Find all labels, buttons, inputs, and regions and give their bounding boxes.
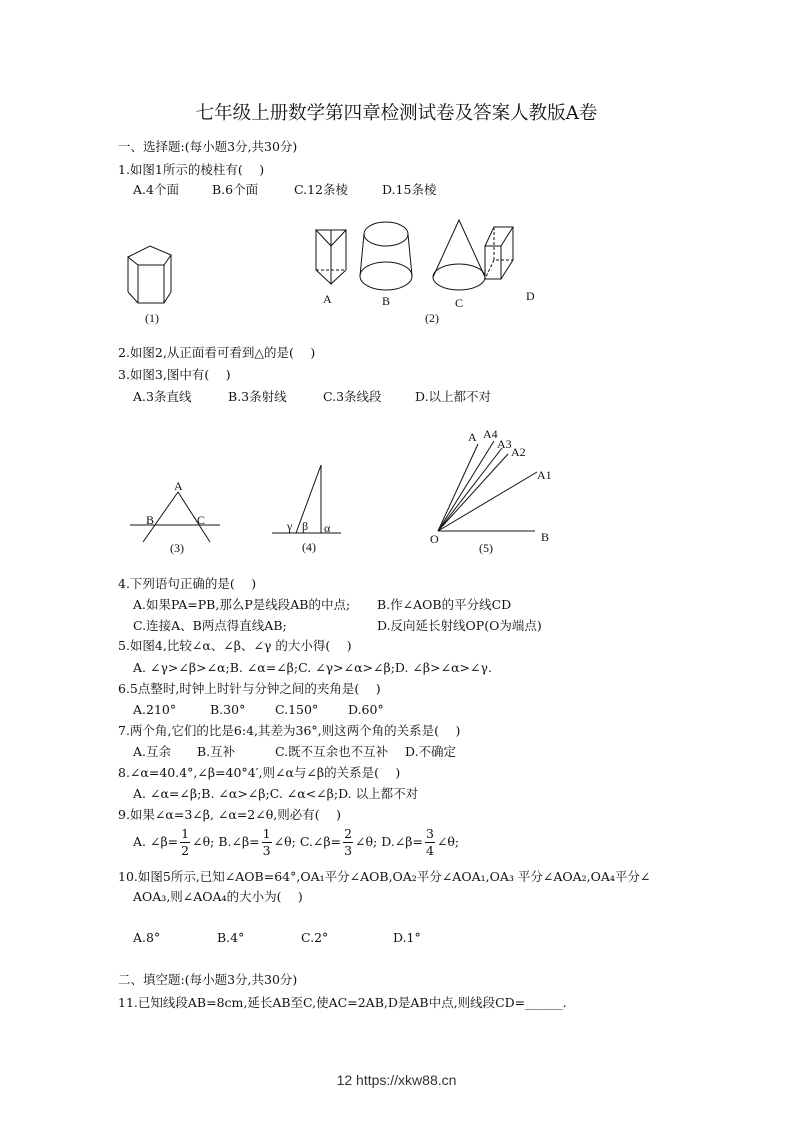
q9-option: D.∠β= $\frac{3}{4}$ ∠θ;: [381, 826, 460, 858]
q4-option: D.反向延长射线OP(O为端点): [377, 618, 542, 633]
figure-2a-triangular-prism: [316, 230, 346, 284]
figure-2c-cone: [433, 220, 485, 290]
q4-stem: 4.下列语句正确的是( ): [118, 576, 257, 591]
figure-4-beta: β: [302, 519, 309, 533]
footer-page-url: 12 https://xkw88.cn: [336, 1072, 457, 1088]
q4-option: B.作∠AOB的平分线CD: [377, 597, 512, 612]
figure-5-caption: (5): [479, 541, 493, 555]
q6-stem: 6.5点整时,时钟上时针与分钟之间的夹角是( ): [118, 681, 381, 696]
figure-3-caption: (3): [170, 541, 184, 555]
q7-stem: 7.两个角,它们的比是6:4,其差为36°,则这两个角的关系是( ): [118, 723, 461, 738]
figure-5-label-a: A: [468, 430, 477, 444]
figure-1-pentagonal-prism: [128, 246, 171, 303]
figure-5-label-a2: A2: [511, 445, 526, 459]
figure-2-label-d: D: [526, 289, 535, 303]
q6-option: D.60°: [348, 702, 384, 717]
figure-2-label-a: A: [323, 292, 332, 306]
q10-option: A.8°: [133, 930, 161, 945]
q5-options: A. ∠γ>∠β>∠α;B. ∠α=∠β;C. ∠γ>∠α>∠β;D. ∠β>∠α>∠γ.: [133, 660, 492, 675]
figure-5-label-a3: A3: [497, 437, 512, 451]
q9-option: A. ∠β= $\frac{1}{2}$ ∠θ;: [133, 826, 215, 858]
q1-option: B.6个面: [212, 182, 259, 197]
page-title: 七年级上册数学第四章检测试卷及答案人教版A卷: [195, 103, 598, 124]
q3-option: A.3条直线: [133, 389, 192, 404]
q7-option: A.互余: [133, 744, 172, 759]
figure-5-label-o: O: [430, 532, 439, 546]
q7-option: D.不确定: [405, 744, 457, 759]
q5-stem: 5.如图4,比较∠α、∠β、∠γ 的大小得( ): [118, 638, 352, 653]
q9-option: C.∠β= $\frac{2}{3}$ ∠θ;: [299, 826, 378, 858]
section-1-heading: 一、选择题:(每小题3分,共30分): [118, 139, 298, 154]
figure-3-label-a: A: [174, 479, 183, 493]
q1-option: A.4个面: [133, 182, 179, 197]
q6-option: B.30°: [210, 702, 246, 717]
q1-option: C.12条棱: [294, 182, 348, 197]
figure-4-caption: (4): [302, 540, 316, 554]
figure-2-label-c: C: [455, 296, 464, 310]
q1-option: D.15条棱: [382, 182, 437, 197]
q10-option: C.2°: [301, 930, 329, 945]
figure-3-triangle-lines: [130, 492, 220, 542]
figure-2-caption: (2): [425, 311, 439, 325]
q3-stem: 3.如图3,图中有( ): [118, 367, 231, 382]
q7-option: C.既不互余也不互补: [275, 744, 389, 759]
figure-2-label-b: B: [382, 294, 391, 308]
figure-3-label-b: B: [146, 513, 155, 527]
q9-stem: 9.如果∠α=3∠β, ∠α=2∠θ,则必有( ): [118, 807, 341, 822]
q4-option: C.连接A、B两点得直线AB;: [133, 618, 287, 633]
q3-option: D.以上都不对: [415, 389, 492, 404]
q6-option: A.210°: [133, 702, 177, 717]
q6-option: C.150°: [275, 702, 319, 717]
figure-2b-frustum: [360, 222, 412, 290]
figure-5-label-a1: A1: [537, 468, 552, 482]
q9-options: [133, 826, 459, 859]
q3-option: C.3条线段: [323, 389, 382, 404]
q4-option: A.如果PA=PB,那么P是线段AB的中点;: [133, 597, 351, 612]
q1-stem: 1.如图1所示的棱柱有( ): [118, 162, 265, 177]
figure-5-label-a4: A4: [483, 427, 498, 441]
figure-2d-cuboid: [485, 227, 513, 279]
figure-5-label-b: B: [541, 530, 550, 544]
q10-option: B.4°: [217, 930, 245, 945]
figure-1-caption: (1): [145, 311, 159, 325]
q9-option: B.∠β= $\frac{1}{3}$ ∠θ;: [218, 826, 296, 858]
q11-stem: 11.已知线段AB=8cm,延长AB至C,使AC=2AB,D是AB中点,则线段CD=______.: [118, 995, 567, 1010]
q8-stem: 8.∠α=40.4°,∠β=40°4′,则∠α与∠β的关系是( ): [118, 765, 401, 780]
q2-stem: 2.如图2,从正面看可看到△的是( ): [118, 345, 316, 360]
q10-stem-continued: AOA₃,则∠AOA₄的大小为( ): [133, 889, 303, 904]
q10-stem: 10.如图5所示,已知∠AOB=64°,OA₁平分∠AOB,OA₂平分∠AOA₁,OA₃ 平分∠AOA₂,OA₄平分∠: [118, 869, 651, 884]
q7-option: B.互补: [197, 744, 236, 759]
figure-3-label-c: C: [197, 513, 206, 527]
figure-4-alpha: α: [324, 521, 331, 535]
q10-option: D.1°: [393, 930, 421, 945]
figure-4-gamma: γ: [287, 519, 293, 533]
q3-option: B.3条射线: [228, 389, 287, 404]
section-2-heading: 二、填空题:(每小题3分,共30分): [118, 972, 298, 987]
q8-options: A. ∠α=∠β;B. ∠α>∠β;C. ∠α<∠β;D. 以上都不对: [133, 786, 419, 801]
